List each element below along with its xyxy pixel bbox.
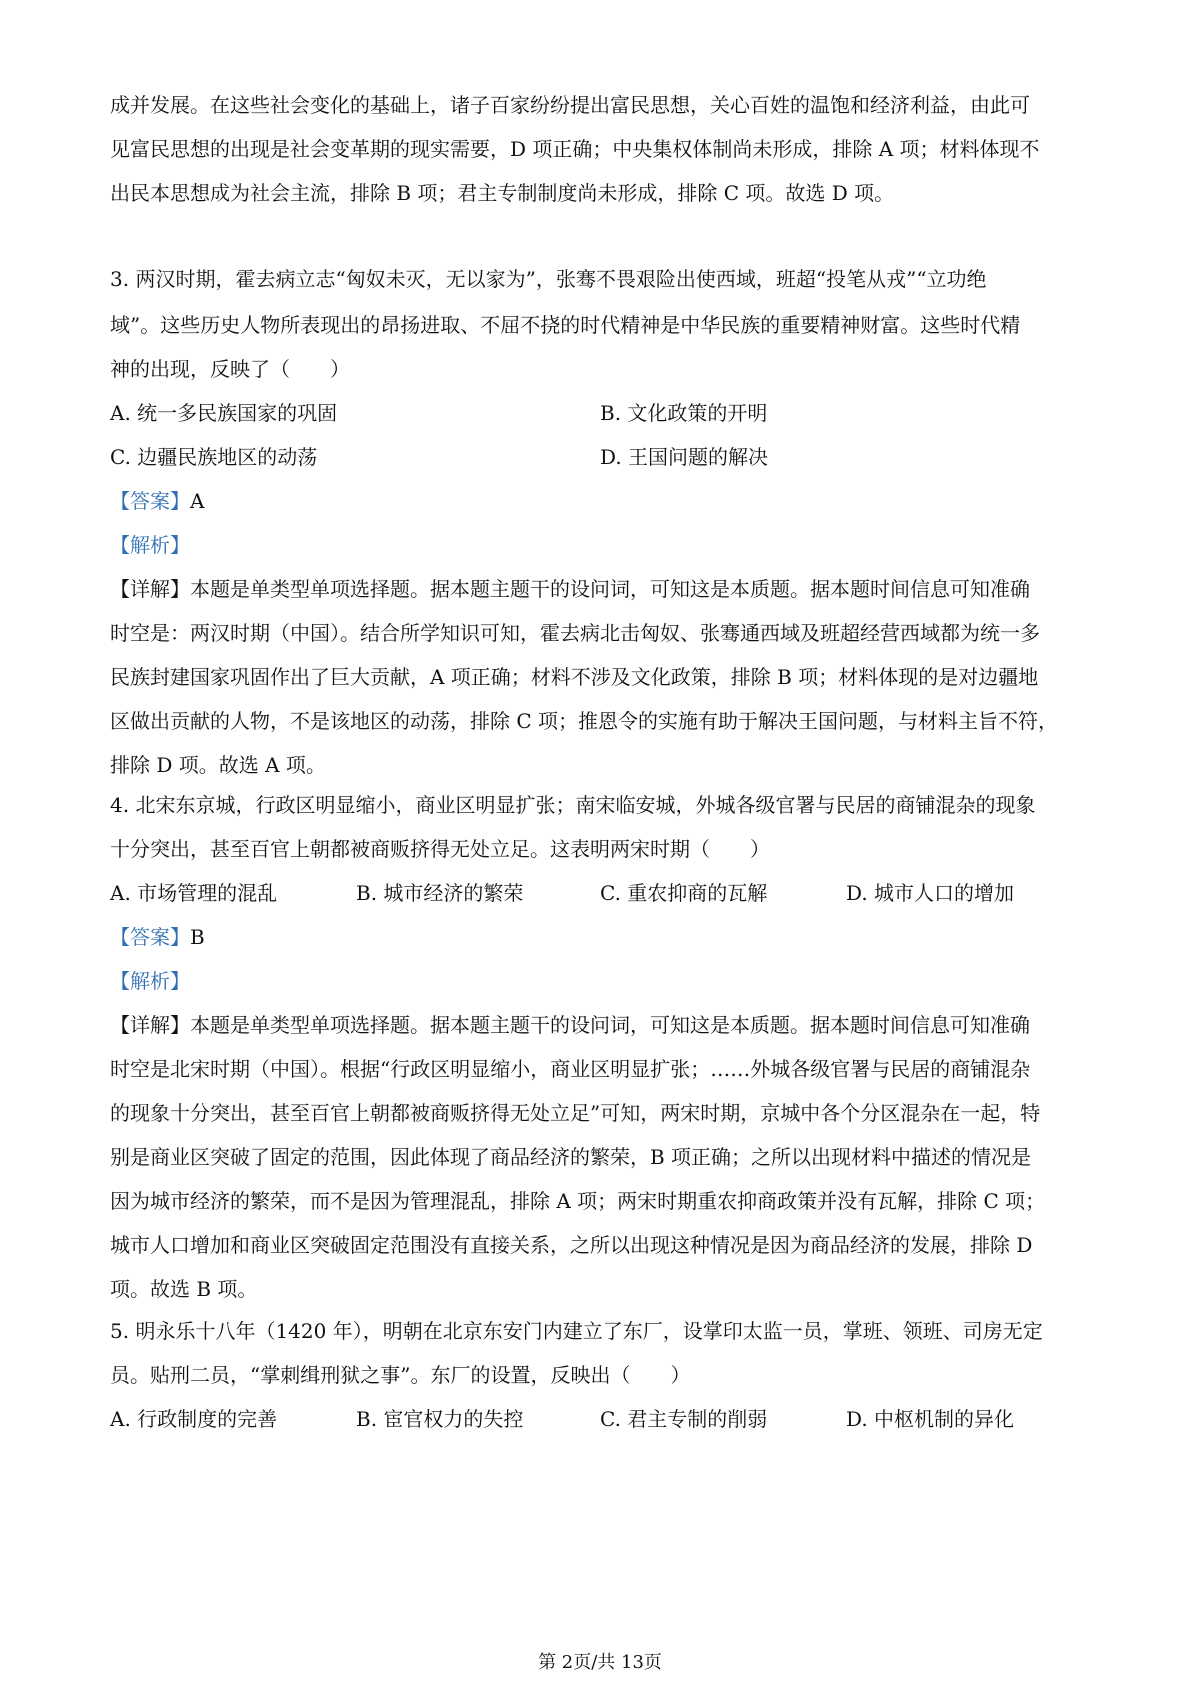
answer-tag: 【答案】 — [110, 925, 190, 949]
q4-detail-line: 别是商业区突破了固定的范围，因此体现了商品经济的繁荣，B 项正确；之所以出现材料中描述的情况是 — [110, 1145, 1032, 1169]
q3-option-c: C. 边疆民族地区的动荡 — [110, 445, 318, 469]
q3-answer — [110, 486, 204, 516]
q4-stem-line: 十分突出，甚至百官上朝都被商贩挤得无处立足。这表明两宋时期（ ） — [110, 837, 770, 861]
q3-detail-line: 区做出贡献的人物，不是该地区的动荡，排除 C 项；推恩令的实施有助于解决王国问题，与材料主旨不符， — [110, 709, 1059, 733]
q4-analysis-tag: 【解析】 — [110, 969, 190, 993]
page-number: 第 2页/共 13页 — [538, 1652, 662, 1673]
intro-line: 见富民思想的出现是社会变革期的现实需要，D 项正确；中央集权体制尚未形成，排除 A 项；材料体现不 — [110, 137, 1040, 161]
q4-option-b: B. 城市经济的繁荣 — [356, 881, 524, 905]
q5-option-a: A. 行政制度的完善 — [110, 1407, 278, 1431]
q4-detail-line: 因为城市经济的繁荣，而不是因为管理混乱，排除 A 项；两宋时期重农抑商政策并没有瓦解，排除 C 项； — [110, 1189, 1046, 1213]
q5-option-b: B. 宦官权力的失控 — [356, 1407, 524, 1431]
q3-option-b: B. 文化政策的开明 — [600, 401, 768, 425]
q3-analysis-tag: 【解析】 — [110, 533, 190, 557]
answer-tag: 【答案】 — [110, 489, 190, 513]
q4-detail-line: 城市人口增加和商业区突破固定范围没有直接关系，之所以出现这种情况是因为商品经济的发展，排除 D — [110, 1233, 1033, 1257]
q4-answer — [110, 922, 205, 952]
q3-detail-line: 时空是：两汉时期（中国）。结合所学知识可知，霍去病北击匈奴、张骞通西域及班超经营西域都为统一多 — [110, 621, 1040, 645]
q4-detail-line: 项。故选 B 项。 — [110, 1277, 258, 1301]
q3-stem-line: 神的出现，反映了（ ） — [110, 357, 350, 381]
q5-option-d: D. 中枢机制的异化 — [846, 1407, 1015, 1431]
q3-stem-line: 域”。这些历史人物所表现出的昂扬进取、不屈不挠的时代精神是中华民族的重要精神财富。这些时代精 — [110, 313, 1021, 337]
intro-line: 出民本思想成为社会主流，排除 B 项；君主专制制度尚未形成，排除 C 项。故选 D 项。 — [110, 181, 895, 205]
q3-detail-line: 排除 D 项。故选 A 项。 — [110, 753, 326, 777]
q3-option-d: D. 王国问题的解决 — [600, 445, 769, 469]
q4-option-c: C. 重农抑商的瓦解 — [600, 881, 768, 905]
q5-stem-line: 5. 明永乐十八年（1420 年），明朝在北京东安门内建立了东厂，设掌印太监一员，掌班、领班、司房无定 — [110, 1319, 1043, 1343]
intro-line: 成并发展。在这些社会变化的基础上，诸子百家纷纷提出富民思想，关心百姓的温饱和经济利益，由此可 — [110, 93, 1030, 117]
q3-detail-line: 【详解】本题是单类型单项选择题。据本题主题干的设问词，可知这是本质题。据本题时间信息可知准确 — [110, 577, 1030, 601]
q4-option-d: D. 城市人口的增加 — [846, 881, 1015, 905]
q5-stem-line: 员。贴刑二员，“掌刺缉刑狱之事”。东厂的设置，反映出（ ） — [110, 1363, 691, 1387]
q3-stem-line: 3. 两汉时期，霍去病立志“匈奴未灭，无以家为”，张骞不畏艰险出使西域，班超“投笔从戎”“立功绝 — [110, 267, 987, 291]
q4-detail-line: 【详解】本题是单类型单项选择题。据本题主题干的设问词，可知这是本质题。据本题时间信息可知准确 — [110, 1013, 1030, 1037]
q4-option-a: A. 市场管理的混乱 — [110, 881, 278, 905]
q4-detail-line: 的现象十分突出，甚至百官上朝都被商贩挤得无处立足”可知，两宋时期，京城中各个分区混杂在一起，特 — [110, 1101, 1041, 1125]
answer-value: B — [190, 925, 205, 949]
q4-stem-line: 4. 北宋东京城，行政区明显缩小，商业区明显扩张；南宋临安城，外城各级官署与民居的商铺混杂的现象 — [110, 793, 1036, 817]
q5-option-c: C. 君主专制的削弱 — [600, 1407, 768, 1431]
q3-detail-line: 民族封建国家巩固作出了巨大贡献，A 项正确；材料不涉及文化政策，排除 B 项；材料体现的是对边疆地 — [110, 665, 1039, 689]
q3-option-a: A. 统一多民族国家的巩固 — [110, 401, 338, 425]
answer-value: A — [190, 489, 205, 513]
q4-detail-line: 时空是北宋时期（中国）。根据“行政区明显缩小，商业区明显扩张；……外城各级官署与民居的商铺混杂 — [110, 1057, 1031, 1081]
